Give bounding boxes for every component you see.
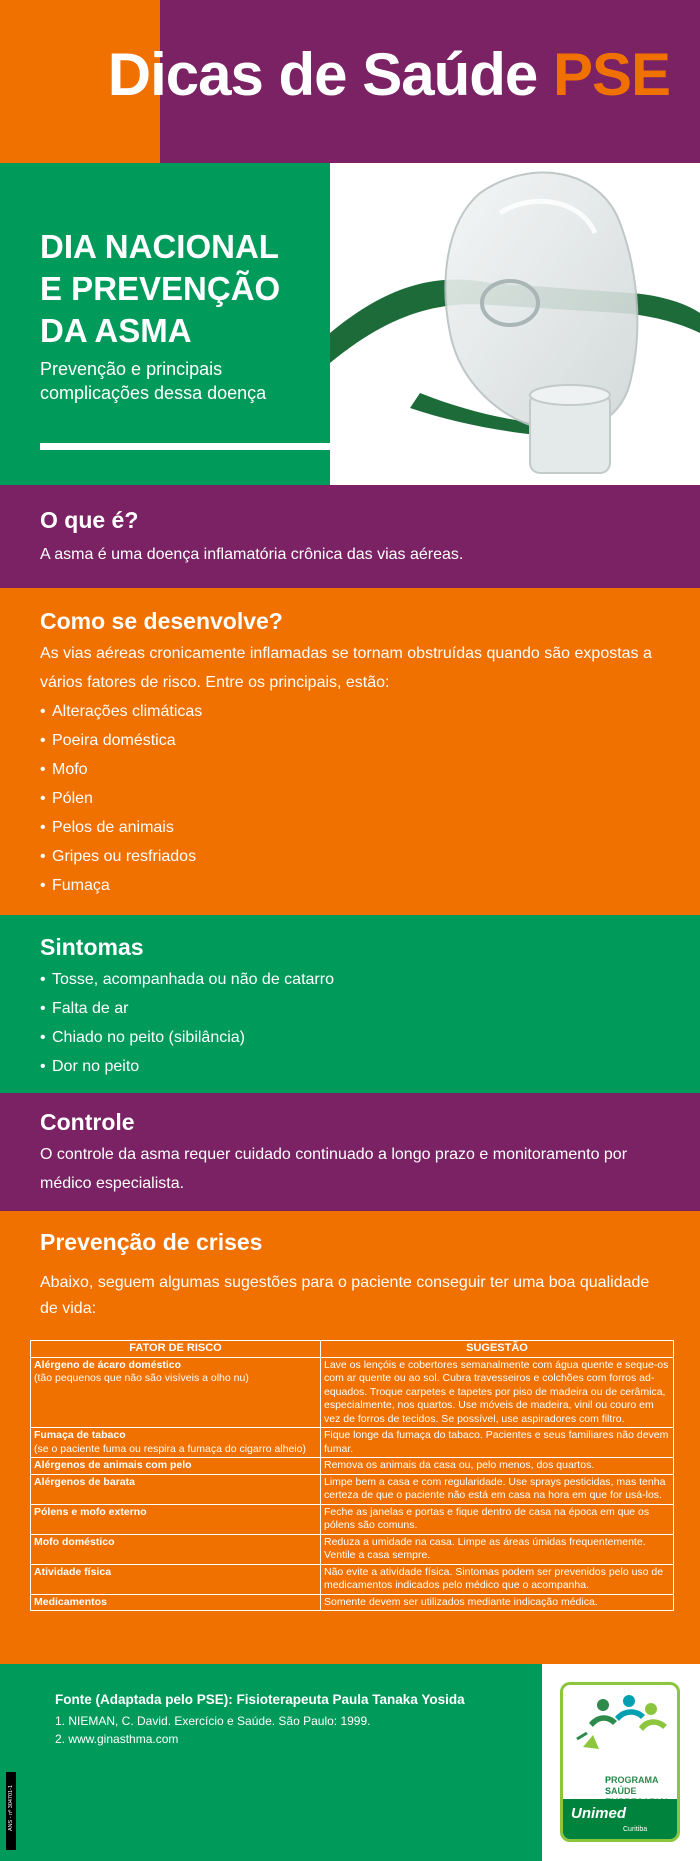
table-cell-suggestion: Não evite a atividade física. Sintomas podem ser prevenidos pelo uso de medicamentos indicados pelo médico que o acompanha. — [321, 1564, 674, 1594]
table-cell-factor: Atividade física — [31, 1564, 321, 1594]
list-item: • Mofo — [40, 761, 88, 778]
risk-table — [30, 1340, 674, 1611]
oxygen-mask-image — [330, 163, 700, 485]
table-row — [31, 1594, 674, 1611]
table-cell-factor: Mofo doméstico — [31, 1534, 321, 1564]
section-sintomas — [0, 915, 700, 1093]
table-cell-suggestion: Limpe bem a casa e com regularidade. Use sprays pesticidas, mas tenha certeza de que o paciente não está em casa na hora em que for usá-los. — [321, 1474, 674, 1504]
table-cell-factor: Fumaça de tabaco (se o paciente fuma ou respira a fumaça do cigarro alheio) — [31, 1428, 321, 1458]
header-banner — [0, 0, 700, 163]
program-people-icon — [563, 1691, 677, 1771]
list-item: • Fumaça — [40, 877, 110, 894]
oxygen-mask-icon — [330, 163, 700, 485]
hero-subtitle: Prevenção e principais complicações dessa doença — [40, 359, 267, 403]
list-item: • Alterações climáticas — [40, 703, 203, 720]
table-row — [31, 1534, 674, 1564]
table-cell-suggestion: Lave os lençóis e cobertores semanalmente com água quente e seque-os com ar quente ou ao sol. Cubra travesseiros e colchões com forros ad-equados. Troque carpetes e tapetes por piso de madeira ou de cerâmica, especialmente, nos quartos. Use móveis de madeira, vinil ou couro em vez de forros de tecidos. Se possível, use aspiradores com filtro. — [321, 1357, 674, 1428]
table-cell-suggestion: Fique longe da fumaça do tabaco. Pacientes e seus familiares não devem fumar. — [321, 1428, 674, 1458]
source-title: Fonte (Adaptada pelo PSE): Fisioterapeuta Paula Tanaka Yosida — [55, 1692, 465, 1707]
list-item: • Tosse, acompanhada ou não de catarro — [40, 971, 334, 988]
footer-section — [0, 1664, 700, 1861]
section-text: O controle da asma requer cuidado continuado a longo prazo e monitoramento por médico especialista. — [40, 1146, 628, 1192]
program-logo — [560, 1682, 680, 1842]
unimed-logo: Unimed Curitiba — [563, 1799, 677, 1839]
page-title — [108, 40, 670, 109]
hero-heading — [40, 226, 330, 352]
program-name: PROGRAMA SAÚDE — [605, 1775, 659, 1796]
list-item: • Dor no peito — [40, 1058, 140, 1075]
table-cell-factor: Alérgeno de ácaro doméstico (tão pequenos que não são visíveis a olho nu) — [31, 1357, 321, 1428]
hero-heading-line3: DA ASMA — [40, 312, 192, 349]
table-cell-factor: Alérgenos de barata — [31, 1474, 321, 1504]
section-heading: O que é? — [40, 507, 139, 533]
section-heading: Como se desenvolve? — [40, 608, 283, 634]
hero-heading-line1: DIA NACIONAL — [40, 228, 279, 265]
list-item: • Pólen — [40, 790, 93, 807]
list-item: • Gripes ou resfriados — [40, 848, 197, 865]
section-intro: Abaixo, seguem algumas sugestões para o paciente conseguir ter uma boa qualidade de vida: — [40, 1274, 650, 1317]
section-heading: Prevenção de crises — [40, 1229, 263, 1255]
table-cell-factor: Medicamentos — [31, 1594, 321, 1611]
page-title-accent: PSE — [552, 41, 670, 108]
list-item: • Pelos de animais — [40, 819, 174, 836]
table-header-suggestion: SUGESTÃO — [321, 1341, 674, 1358]
section-text: As vias aéreas cronicamente inflamadas se tornam obstruídas quando são expostas a vários fatores de risco. Entre os principais, estão: — [40, 645, 652, 691]
list-item: • Poeira doméstica — [40, 732, 176, 749]
table-row — [31, 1458, 674, 1475]
hero-section — [0, 163, 700, 485]
section-como-se-desenvolve — [0, 588, 700, 915]
table-cell-suggestion: Somente devem ser utilizados mediante indicação médica. — [321, 1594, 674, 1611]
reference-1: 1. NIEMAN, C. David. Exercício e Saúde. São Paulo: 1999. — [55, 1714, 371, 1728]
page-title-main: Dicas de Saúde — [107, 41, 538, 108]
table-cell-factor: Pólens e mofo externo — [31, 1504, 321, 1534]
section-o-que-e — [0, 485, 700, 588]
table-cell-suggestion: Reduza a umidade na casa. Limpe as áreas úmidas frequentemente. Ventile a casa sempre. — [321, 1534, 674, 1564]
ans-label: ANS - nº 304701-1 — [6, 1772, 16, 1850]
section-heading: Controle — [40, 1109, 135, 1135]
section-heading: Sintomas — [40, 934, 144, 960]
list-item: • Chiado no peito (sibilância) — [40, 1029, 245, 1046]
table-cell-suggestion: Feche as janelas e portas e fique dentro de casa na época em que os pólens são comuns. — [321, 1504, 674, 1534]
table-cell-suggestion: Remova os animais da casa ou, pelo menos, dos quartos. — [321, 1458, 674, 1475]
hero-divider — [40, 443, 460, 450]
symptom-list — [40, 965, 670, 1081]
table-cell-factor: Alérgenos de animais com pelo — [31, 1458, 321, 1475]
table-row — [31, 1474, 674, 1504]
list-item: • Falta de ar — [40, 1000, 129, 1017]
risk-factor-list — [40, 697, 670, 900]
logo-panel — [542, 1664, 700, 1861]
hero-heading-line2: E PREVENÇÃO — [40, 270, 281, 307]
section-text: A asma é uma doença inflamatória crônica das vias aéreas. — [40, 546, 464, 563]
table-header-factor: FATOR DE RISCO — [31, 1341, 321, 1358]
section-controle — [0, 1093, 700, 1211]
table-row — [31, 1428, 674, 1458]
table-row — [31, 1504, 674, 1534]
table-row — [31, 1357, 674, 1428]
table-row — [31, 1564, 674, 1594]
reference-2: 2. www.ginasthma.com — [55, 1732, 179, 1746]
section-prevencao — [0, 1211, 700, 1664]
table-header-row — [31, 1341, 674, 1358]
